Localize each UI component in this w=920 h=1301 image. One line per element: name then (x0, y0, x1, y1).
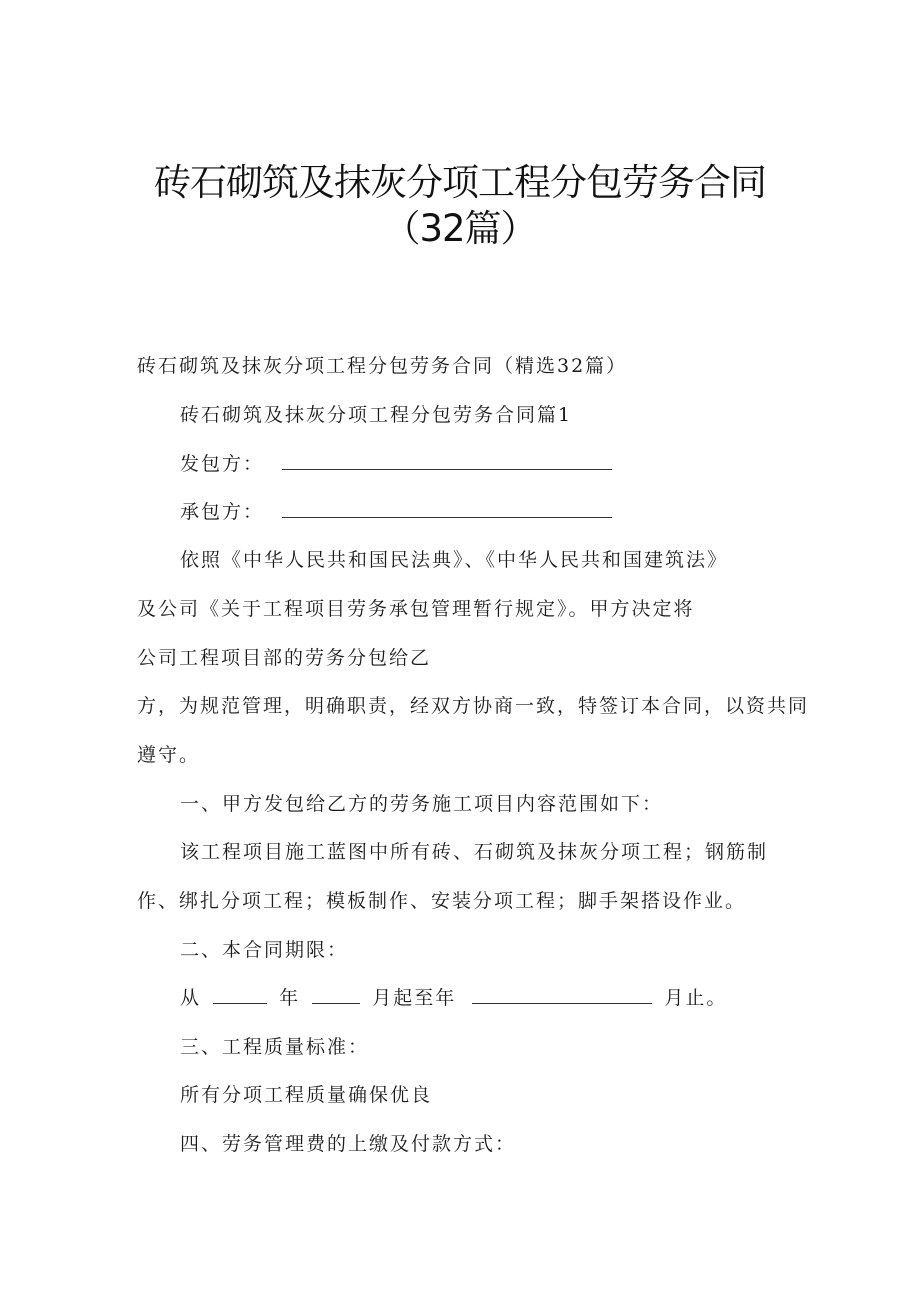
period-from-label: 从 (180, 987, 202, 1009)
section-text: 作、绑扎分项工程；模板制作、安装分项工程；脚手架搭设作业。 (137, 890, 747, 912)
contract-heading: 砖石砌筑及抹灰分项工程分包劳务合同篇1 (180, 404, 573, 426)
section-heading: 二、本合同期限： (180, 939, 349, 961)
party-b-label: 承包方： (180, 501, 265, 523)
start-year-blank (213, 983, 267, 1004)
document-subtitle: 砖石砌筑及抹灰分项工程分包劳务合同（精选32篇） (137, 355, 628, 377)
party-b-line (180, 497, 616, 524)
section-heading: 四、劳务管理费的上缴及付款方式： (180, 1133, 517, 1155)
period-to-label: 月起至年 (372, 987, 457, 1009)
party-b-blank (282, 497, 612, 518)
section-heading: 一、甲方发包给乙方的劳务施工项目内容范围如下： (180, 793, 664, 815)
document-title: 砖石砌筑及抹灰分项工程分包劳务合同 (154, 161, 766, 204)
period-year-label: 年 (279, 987, 301, 1009)
period-end-label: 月止。 (664, 987, 728, 1009)
paragraph-line: 依照《中华人民共和国民法典》、《中华人民共和国建筑法》 (180, 549, 729, 571)
end-date-blank (472, 983, 652, 1004)
paragraph-line: 及公司《关于工程项目劳务承包管理暂行规定》。甲方决定将 (137, 598, 695, 620)
party-a-blank (282, 449, 612, 470)
section-text: 该工程项目施工蓝图中所有砖、石砌筑及抹灰分项工程；钢筋制 (180, 841, 769, 863)
party-a-label: 发包方： (180, 453, 265, 475)
section-heading: 三、工程质量标准： (180, 1036, 370, 1058)
contract-period-line (180, 983, 727, 1010)
paragraph-line: 公司工程项目部的劳务分包给乙 (137, 647, 432, 669)
document-title-count: （32篇） (383, 207, 537, 250)
paragraph-line: 方，为规范管理，明确职责，经双方协商一致，特签订本合同，以资共同 (137, 695, 810, 717)
party-a-line (180, 449, 616, 476)
section-text: 所有分项工程质量确保优良 (180, 1084, 433, 1106)
paragraph-line: 遵守。 (137, 744, 201, 766)
start-month-blank (312, 983, 360, 1004)
